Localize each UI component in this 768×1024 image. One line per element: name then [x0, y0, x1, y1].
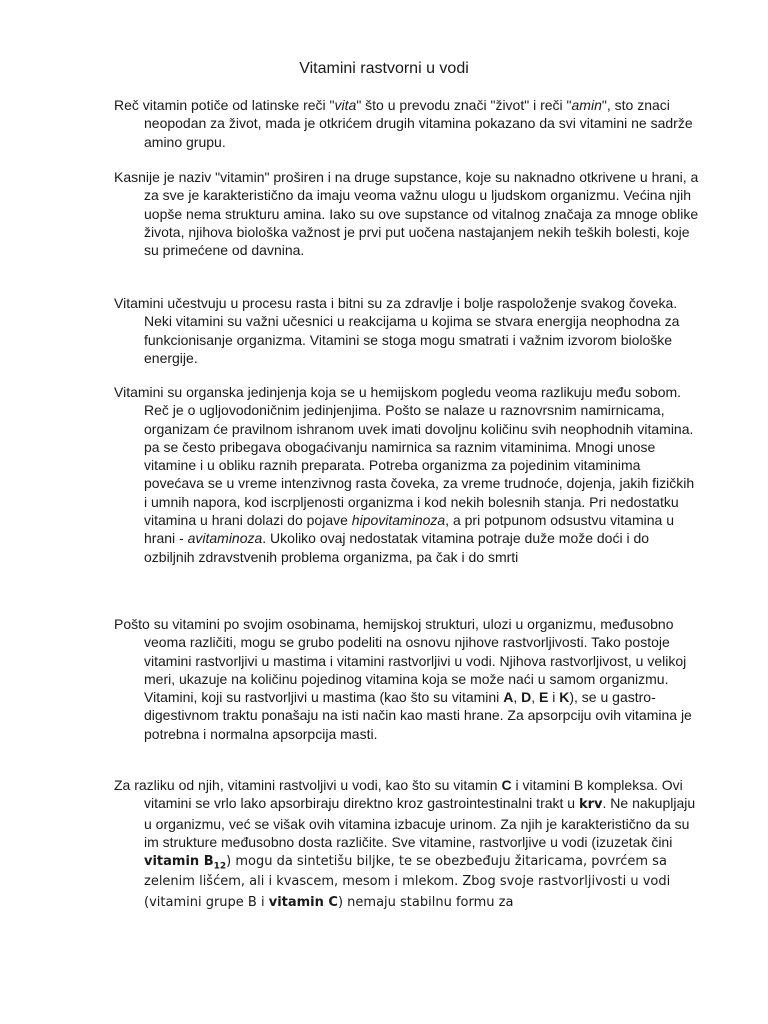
text: Za razliku od njih, vitamini rastvoljivi u vodi, kao što su vitamin [114, 777, 502, 793]
text: ) mogu da sintetišu biljke, te se obezbeđuju žitaricama, povrćem sa zelenim lišćem, ali i kvascem, mesom i mlekom. Zbog svoje rastvorljivosti u vodi (vitamini grupe B i [144, 854, 671, 910]
text: Vitamini su organska jedinjenja koja se u hemijskom pogledu veoma razlikuju među sobom. Reč je o ugljovodoničnim jedinjenjima. Pošto se nalaze u raznovrsnim namirnicama, organizam će pravilnom ishranom uvek imati dovoljnu količinu svih neophodnih vitamina. pa se često pribegava obogaćivanju namirnica sa raznim vitaminima. Mnogi unose vitamine i u obliku raznih preparata. Potreba organizma za pojedinim vitaminima povećava se u vreme intenzivnog rasta čoveka, za vreme trudnoće, dojenja, jakih fizičkih i umnih napora, kod iscrpljenosti organizma i kod nekih bolesnih stanja. Pri nedostatku vitamina u hrani dolazi do pojave [114, 384, 695, 529]
term-hipovitaminoza: hipovitaminoza [351, 512, 446, 529]
page-title: Vitamini rastvorni u vodi [299, 60, 469, 77]
paragraph-definition: Kasnije je naziv "vitamin" proširen i na druge supstance, koje su naknadno otkrivene u hrani, a za sve je karakteristično da imaju veoma važnu ulogu u ljudskom organizmu. Većina njih uopše nema strukturu amina. Iako su ove supstance od vitalnog značaja za mnoge oblike života, njihova biološka važnost je prvi put uočena nastajanjem nekih teških bolesti, koje su primećene od davnina. [114, 169, 699, 259]
vitamin-e: E [539, 689, 549, 706]
text: i vitamini B kompleksa. Ovi vitamini se vrlo lako apsorbiraju direktno kroz gastrointestinalni trakt u [144, 777, 683, 812]
vitamin-a: A [503, 689, 514, 706]
paragraph-water-soluble [114, 776, 700, 912]
text: ", sto znaci neopodan za život, mada je otkrićem drugih vitamina pokazano da svi vitamini ne sadrže amino grupu. [144, 97, 693, 150]
term-avitaminoza: avitaminoza [187, 530, 263, 547]
vitamin-b12-subscript: 12 [213, 861, 227, 872]
paragraph-origin [114, 96, 700, 151]
text: . Ne nakupljaju u organizmu, već se višak ovih vitamina izbacuje urinom. Za njih je karakteristično da su im strukture međusobno dosta različite. Sve vitamine, rastvorljive u vodi (izuzetak čini [144, 795, 696, 850]
paragraph-solubility [114, 615, 700, 743]
text: Reč vitamin potiče od latinske reči " [114, 97, 335, 113]
term-vita: vita [334, 97, 357, 113]
text: , a pri potpunom odsustvu vitamina u hrani - [144, 512, 674, 547]
paragraph-growth: Vitamini učestvuju u procesu rasta i bitni su za zdravlje i bolje raspoloženje svakog čoveka. Neki vitamini su važni učesnici u reakcijama u kojima se stvara energija neophodna za funkcionisanje organizma. Vitamini se stoga mogu smatrati i važnim izvorom biološke energije. [114, 295, 680, 366]
term-krv: krv [578, 797, 603, 813]
text: ), se u gastro-digestivnom traktu ponašaju na isti način kao masti hrane. Za apsorpciju ovih vitamina je potrebna i normalna apsorpcija masti. [144, 689, 692, 742]
paragraph-organic-compounds [114, 383, 700, 566]
text: i [548, 689, 560, 706]
text: Pošto su vitamini po svojim osobinama, hemijskoj strukturi, ulozi u organizmu, međusobno veoma različiti, mogu se grubo podeliti na osnovu njihove rastvorljivosti. Tako postoje vitamini rastvorljivi u mastima i vitamini rastvorljivi u vodi. Njihova rastvorljivost, u velikoj meri, ukazuje na količinu pojedinog vitamina koja se može naći u samom organizmu. Vitamini, koji su rastvorljivi u mastima (kao što su vitamini [114, 616, 687, 706]
vitamin-k: K [559, 689, 570, 706]
vitamin-c-bold: vitamin C [268, 894, 338, 910]
text: . Ukoliko ovaj nedostatak vitamina potraje duže može doći i do ozbiljnih zdravstvenih problema organizma, pa čak i do smrti [144, 530, 650, 565]
vitamin-b12-label: vitamin B [144, 854, 214, 870]
vitamin-c: C [501, 777, 512, 793]
vitamin-d: D [521, 689, 532, 706]
text: , [513, 689, 522, 706]
text: " što u prevodu znači "život" i reči " [356, 97, 572, 113]
term-amin: amin [571, 97, 602, 113]
text: , [531, 689, 539, 706]
text: ) nemaju stabilnu formu za [337, 894, 514, 910]
vitamin-b12 [144, 854, 227, 872]
